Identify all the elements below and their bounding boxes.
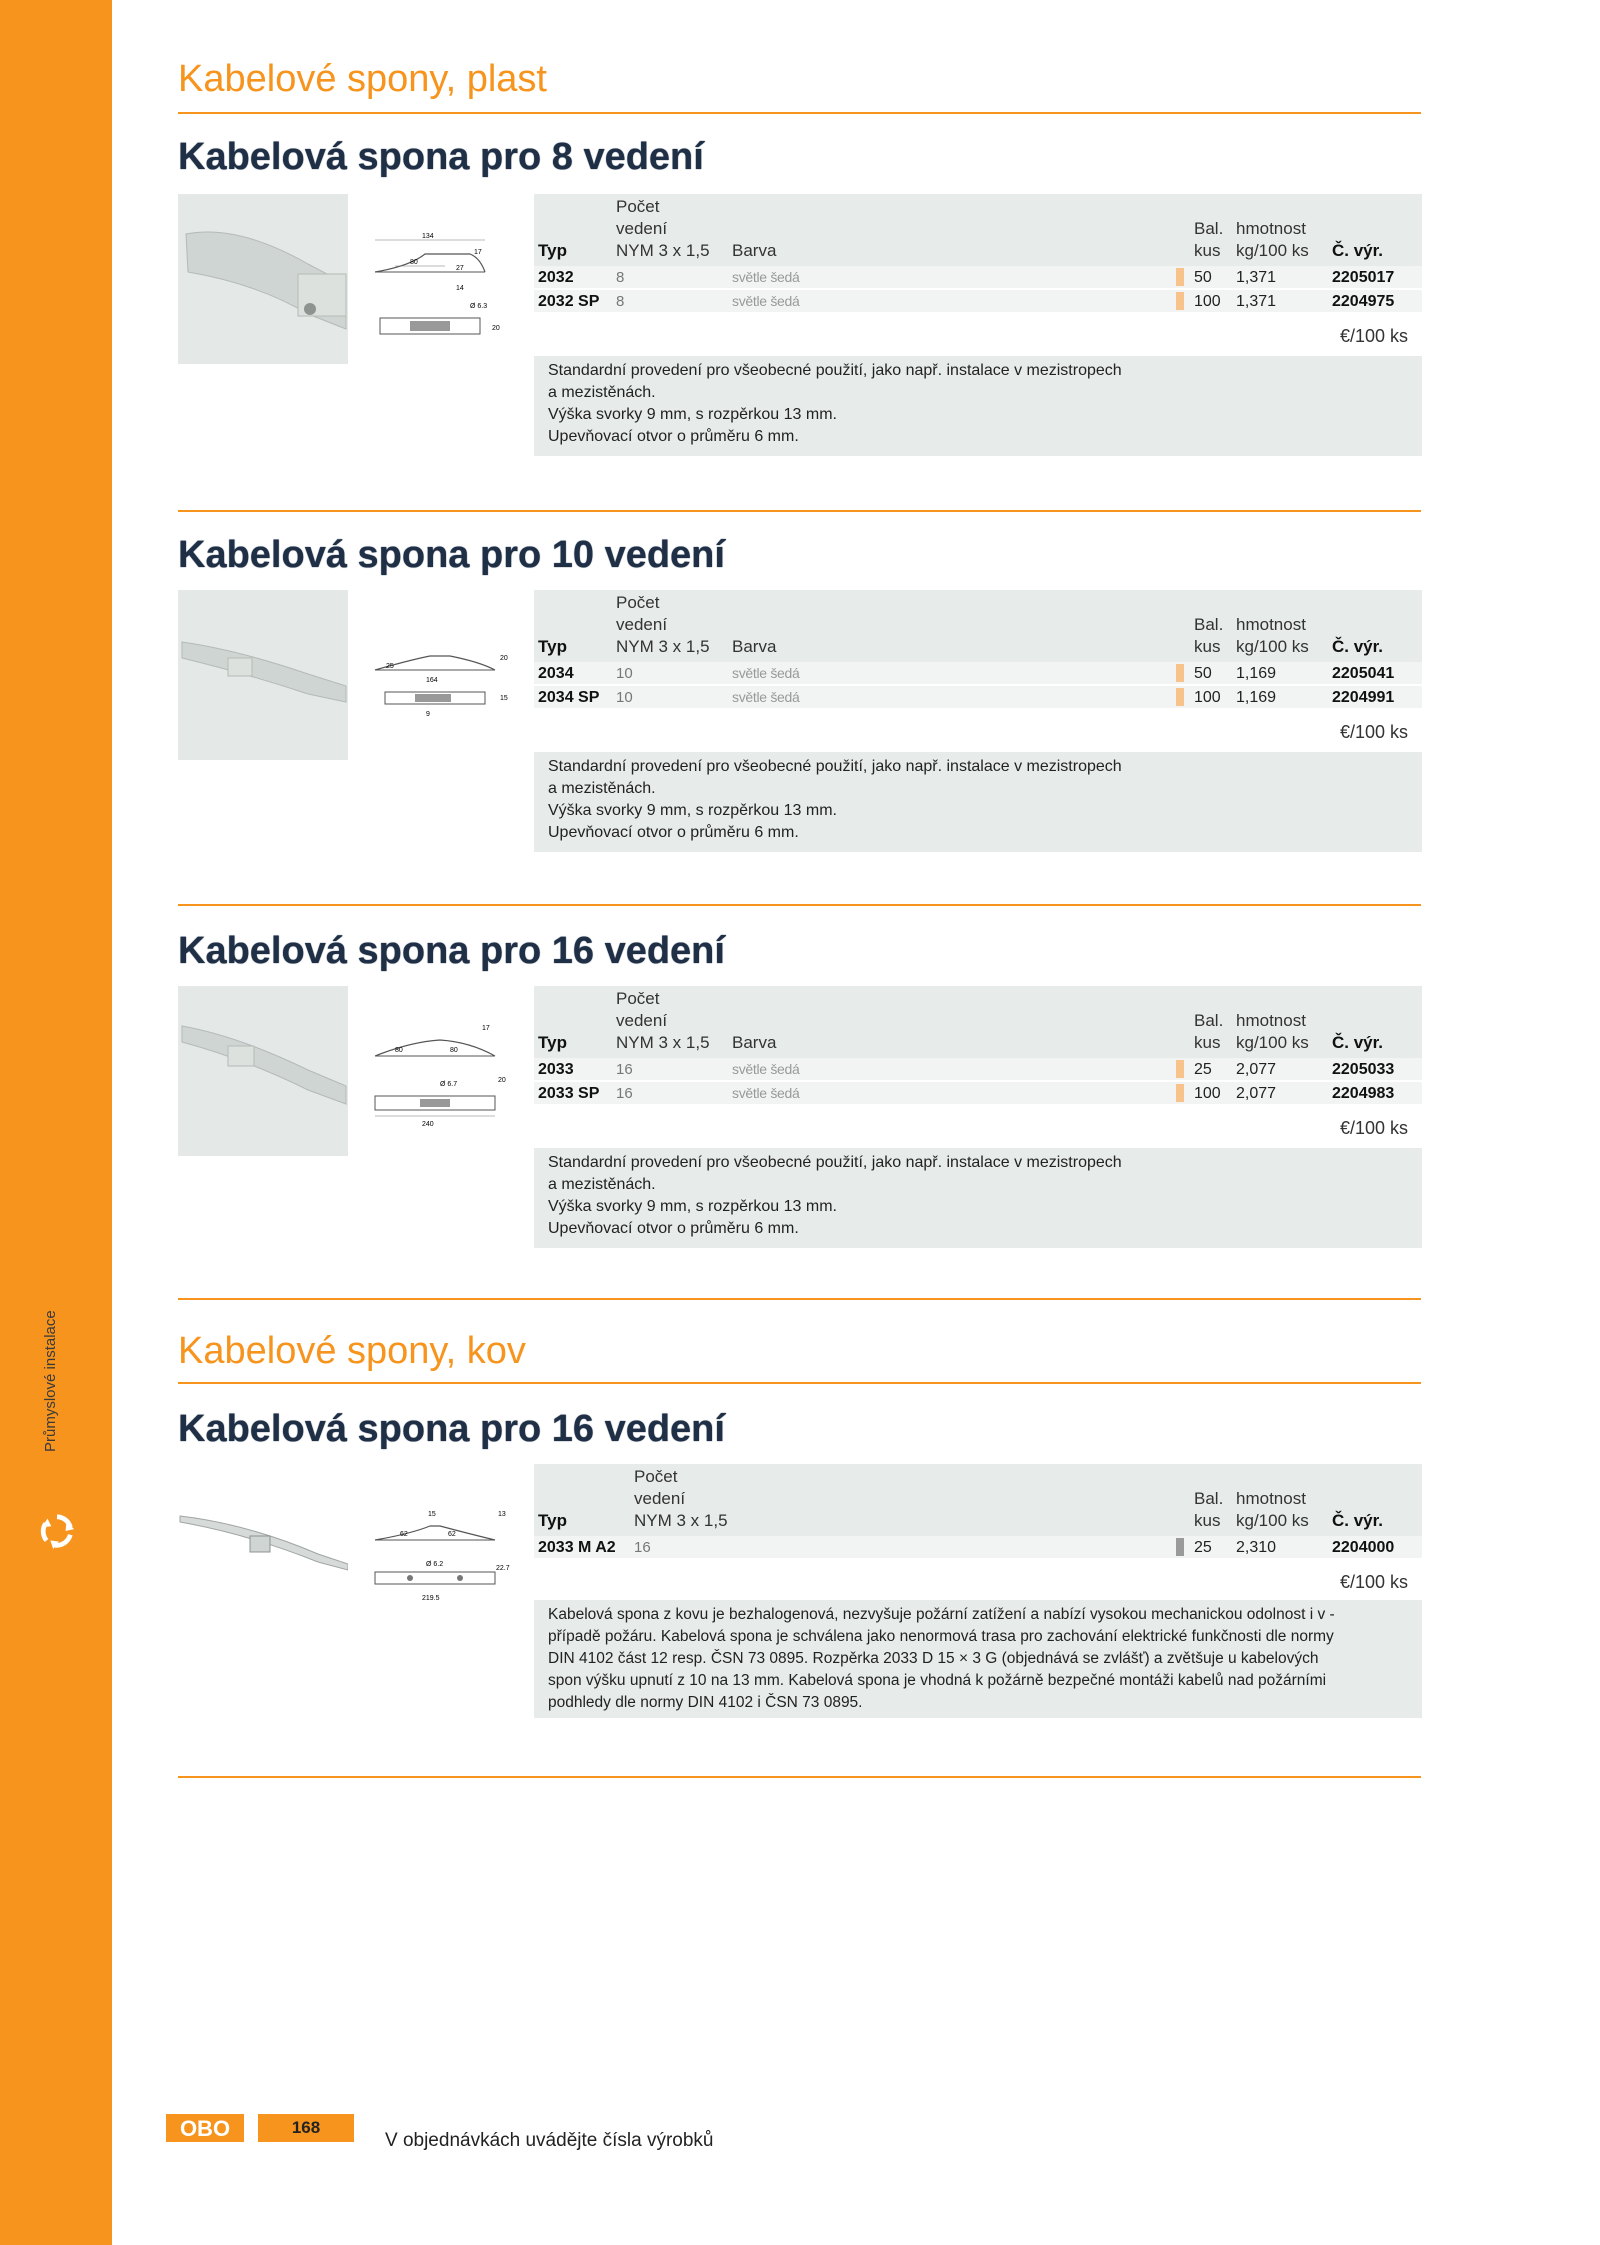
divider <box>178 510 1421 512</box>
price-unit: €/100 ks <box>1340 326 1409 346</box>
divider <box>178 1298 1421 1300</box>
header-typ: Typ <box>538 241 567 260</box>
desc-line: Standardní provedení pro všeobecné použití, jako např. instalace v mezistropech <box>548 758 1122 775</box>
header-article: Č. výr. <box>1332 637 1384 656</box>
footer-note: V objednávkách uvádějte čísla výrobků <box>385 2130 714 2151</box>
technical-drawing <box>370 1016 510 1156</box>
cell-bal: 100 <box>1194 293 1221 310</box>
header-kg: kg/100 ks <box>1236 1511 1309 1530</box>
table-row <box>534 290 1422 312</box>
dim-label: 134 <box>422 233 434 240</box>
cell-typ: 2032 SP <box>538 293 600 310</box>
header-kg: kg/100 ks <box>1236 241 1309 260</box>
header-bal: Bal. <box>1194 219 1224 238</box>
cell-typ: 2034 SP <box>538 689 600 706</box>
header-kus: kus <box>1194 637 1221 656</box>
desc-line: Standardní provedení pro všeobecné použití, jako např. instalace v mezistropech <box>548 1154 1122 1171</box>
table-row <box>534 662 1422 684</box>
desc-line: DIN 4102 část 12 resp. ČSN 73 0895. Rozpěrka 2033 D 15 × 3 G (objednává se zvlášť) a zvětšuje u kabelových <box>548 1650 1319 1667</box>
header-article: Č. výr. <box>1332 241 1384 260</box>
header-vedeni: vedení <box>616 615 668 634</box>
table-row <box>534 266 1422 288</box>
product-title: Kabelová spona pro 16 vedení <box>178 930 725 972</box>
desc-line: Upevňovací otvor o průměru 6 mm. <box>548 824 799 841</box>
dim-label: 20 <box>492 325 500 332</box>
obo-logo <box>166 2114 244 2142</box>
header-barva: Barva <box>732 241 777 260</box>
dim-label: 15 <box>500 695 508 702</box>
product-description <box>534 752 1422 852</box>
dim-label: 240 <box>422 1121 434 1128</box>
section-title-metal: Kabelové spony, kov <box>178 1330 526 1372</box>
header-barva: Barva <box>732 1033 777 1052</box>
product-photo <box>178 590 348 760</box>
dim-label: Ø 6.2 <box>426 1561 444 1568</box>
cell-article: 2205033 <box>1332 1061 1395 1078</box>
svg-text:OBO: OBO <box>179 2116 231 2141</box>
dim-label: 80 <box>410 259 418 266</box>
dim-label: 164 <box>426 677 438 684</box>
header-barva: Barva <box>732 637 777 656</box>
header-hmotnost: hmotnost <box>1236 615 1306 634</box>
product-description <box>534 356 1422 456</box>
product-description <box>534 1600 1422 1718</box>
desc-line: Výška svorky 9 mm, s rozpěrkou 13 mm. <box>548 1198 837 1215</box>
divider <box>178 112 1421 114</box>
dim-label: Ø 6.3 <box>470 303 488 310</box>
header-hmotnost: hmotnost <box>1236 1011 1306 1030</box>
availability-marker <box>1176 688 1184 706</box>
header-vedeni: vedení <box>616 1011 668 1030</box>
table-header <box>534 986 1422 1058</box>
header-pocet: Počet <box>634 1467 678 1486</box>
divider <box>178 1382 1421 1384</box>
cell-pocet: 16 <box>616 1085 633 1102</box>
cell-barva: světle šedá <box>732 1061 800 1077</box>
cell-barva: světle šedá <box>732 665 800 681</box>
cell-bal: 50 <box>1194 269 1212 286</box>
dim-label: 219.5 <box>422 1595 440 1602</box>
header-hmotnost: hmotnost <box>1236 219 1306 238</box>
header-nym: NYM 3 x 1,5 <box>616 1033 710 1052</box>
cell-pocet: 10 <box>616 665 633 682</box>
page-number: 168 <box>258 2114 354 2142</box>
cell-kg: 1,371 <box>1236 293 1277 310</box>
cell-bal: 25 <box>1194 1061 1212 1078</box>
header-typ: Typ <box>538 1033 567 1052</box>
cell-kg: 1,371 <box>1236 269 1277 286</box>
cell-typ: 2032 <box>538 269 574 286</box>
cell-barva: světle šedá <box>732 293 800 309</box>
desc-line: spon výšku upnutí z 10 na 13 mm. Kabelová spona je vhodná k požárně bezpečné montáži kabelů nad požárními <box>548 1672 1327 1689</box>
cell-bal: 100 <box>1194 689 1221 706</box>
dim-label: 13 <box>498 1511 506 1518</box>
table-header <box>534 194 1422 266</box>
cell-kg: 1,169 <box>1236 665 1277 682</box>
header-vedeni: vedení <box>616 219 668 238</box>
cell-kg: 2,077 <box>1236 1061 1277 1078</box>
cell-pocet: 10 <box>616 689 633 706</box>
cell-barva: světle šedá <box>732 1085 800 1101</box>
cell-barva: světle šedá <box>732 269 800 285</box>
cell-typ: 2034 <box>538 665 574 682</box>
table-header <box>534 1464 1422 1536</box>
header-pocet: Počet <box>616 593 660 612</box>
header-article: Č. výr. <box>1332 1033 1384 1052</box>
dim-label: 17 <box>482 1025 490 1032</box>
dim-label: Ø 6.7 <box>440 1081 458 1088</box>
dim-label: 20 <box>498 1077 506 1084</box>
header-nym: NYM 3 x 1,5 <box>616 241 710 260</box>
desc-line: podhledy dle normy DIN 4102 i ČSN 73 0895. <box>548 1694 863 1711</box>
desc-line: a mezistěnách. <box>548 384 656 401</box>
header-typ: Typ <box>538 637 567 656</box>
dim-label: 62 <box>448 1531 456 1538</box>
header-pocet: Počet <box>616 989 660 1008</box>
divider <box>178 904 1421 906</box>
desc-line: Upevňovací otvor o průměru 6 mm. <box>548 1220 799 1237</box>
cell-pocet: 8 <box>616 269 625 286</box>
header-pocet: Počet <box>616 197 660 216</box>
cell-bal: 100 <box>1194 1085 1221 1102</box>
header-bal: Bal. <box>1194 1011 1224 1030</box>
cell-article: 2205017 <box>1332 269 1395 286</box>
cell-typ: 2033 M A2 <box>538 1539 616 1556</box>
desc-line: Výška svorky 9 mm, s rozpěrkou 13 mm. <box>548 406 837 423</box>
desc-line: a mezistěnách. <box>548 780 656 797</box>
product-description <box>534 1148 1422 1248</box>
availability-marker <box>1176 1538 1184 1556</box>
header-bal: Bal. <box>1194 1489 1224 1508</box>
cell-pocet: 8 <box>616 293 625 310</box>
desc-line: případě požáru. Kabelová spona je schválena jako nenormová trasa pro zachování elektrické funkčnosti dle normy <box>548 1628 1334 1645</box>
header-article: Č. výr. <box>1332 1511 1384 1530</box>
cell-kg: 2,310 <box>1236 1539 1277 1556</box>
availability-marker <box>1176 292 1184 310</box>
cell-bal: 25 <box>1194 1539 1212 1556</box>
header-bal: Bal. <box>1194 615 1224 634</box>
product-title: Kabelová spona pro 8 vedení <box>178 136 704 178</box>
dim-label: 80 <box>450 1047 458 1054</box>
product-title: Kabelová spona pro 10 vedení <box>178 534 725 576</box>
dim-label: 62 <box>400 1531 408 1538</box>
dim-label: 9 <box>426 711 430 718</box>
header-nym: NYM 3 x 1,5 <box>634 1511 728 1530</box>
dim-label: 20 <box>500 655 508 662</box>
section-title-plastic: Kabelové spony, plast <box>178 58 547 100</box>
cell-typ: 2033 SP <box>538 1085 600 1102</box>
header-kus: kus <box>1194 1511 1221 1530</box>
recycle-arrows-icon <box>38 1512 76 1550</box>
header-vedeni: vedení <box>634 1489 686 1508</box>
table-row <box>534 1536 1422 1558</box>
desc-line: Standardní provedení pro všeobecné použití, jako např. instalace v mezistropech <box>548 362 1122 379</box>
cell-article: 2204983 <box>1332 1085 1395 1102</box>
availability-marker <box>1176 1084 1184 1102</box>
table-row <box>534 1082 1422 1104</box>
divider <box>178 1776 1421 1778</box>
dim-label: 25 <box>386 663 394 670</box>
availability-marker <box>1176 1060 1184 1078</box>
product-title: Kabelová spona pro 16 vedení <box>178 1408 725 1450</box>
product-photo <box>178 194 348 364</box>
cell-kg: 2,077 <box>1236 1085 1277 1102</box>
desc-line: Kabelová spona z kovu je bezhalogenová, nezvyšuje požární zatížení a nabízí vysokou mechanickou odolnost i v - <box>548 1606 1335 1623</box>
cell-article: 2204000 <box>1332 1539 1395 1556</box>
table-header <box>534 590 1422 662</box>
technical-drawing <box>370 1496 510 1636</box>
price-unit: €/100 ks <box>1340 1572 1409 1592</box>
cell-article: 2204991 <box>1332 689 1395 706</box>
cell-kg: 1,169 <box>1236 689 1277 706</box>
cell-article: 2204975 <box>1332 293 1395 310</box>
availability-marker <box>1176 268 1184 286</box>
dim-label: 14 <box>456 285 464 292</box>
technical-drawing <box>370 226 510 366</box>
dim-label: 22.7 <box>496 1565 510 1572</box>
table-row <box>534 686 1422 708</box>
header-kus: kus <box>1194 241 1221 260</box>
header-hmotnost: hmotnost <box>1236 1489 1306 1508</box>
sidebar-label: Průmyslové instalace <box>42 1310 59 1452</box>
dim-label: 17 <box>474 249 482 256</box>
desc-line: Výška svorky 9 mm, s rozpěrkou 13 mm. <box>548 802 837 819</box>
sidebar-band <box>0 0 112 2245</box>
cell-pocet: 16 <box>616 1061 633 1078</box>
header-kg: kg/100 ks <box>1236 1033 1309 1052</box>
product-photo <box>178 986 348 1156</box>
dim-label: 27 <box>456 265 464 272</box>
dim-label: 80 <box>395 1047 403 1054</box>
header-kus: kus <box>1194 1033 1221 1052</box>
cell-article: 2205041 <box>1332 665 1395 682</box>
desc-line: a mezistěnách. <box>548 1176 656 1193</box>
header-kg: kg/100 ks <box>1236 637 1309 656</box>
price-unit: €/100 ks <box>1340 1118 1409 1138</box>
cell-pocet: 16 <box>634 1539 651 1556</box>
cell-barva: světle šedá <box>732 689 800 705</box>
product-photo <box>178 1464 348 1634</box>
header-typ: Typ <box>538 1511 567 1530</box>
header-nym: NYM 3 x 1,5 <box>616 637 710 656</box>
availability-marker <box>1176 664 1184 682</box>
price-unit: €/100 ks <box>1340 722 1409 742</box>
desc-line: Upevňovací otvor o průměru 6 mm. <box>548 428 799 445</box>
cell-typ: 2033 <box>538 1061 574 1078</box>
table-row <box>534 1058 1422 1080</box>
technical-drawing <box>370 620 510 760</box>
dim-label: 15 <box>428 1511 436 1518</box>
cell-bal: 50 <box>1194 665 1212 682</box>
